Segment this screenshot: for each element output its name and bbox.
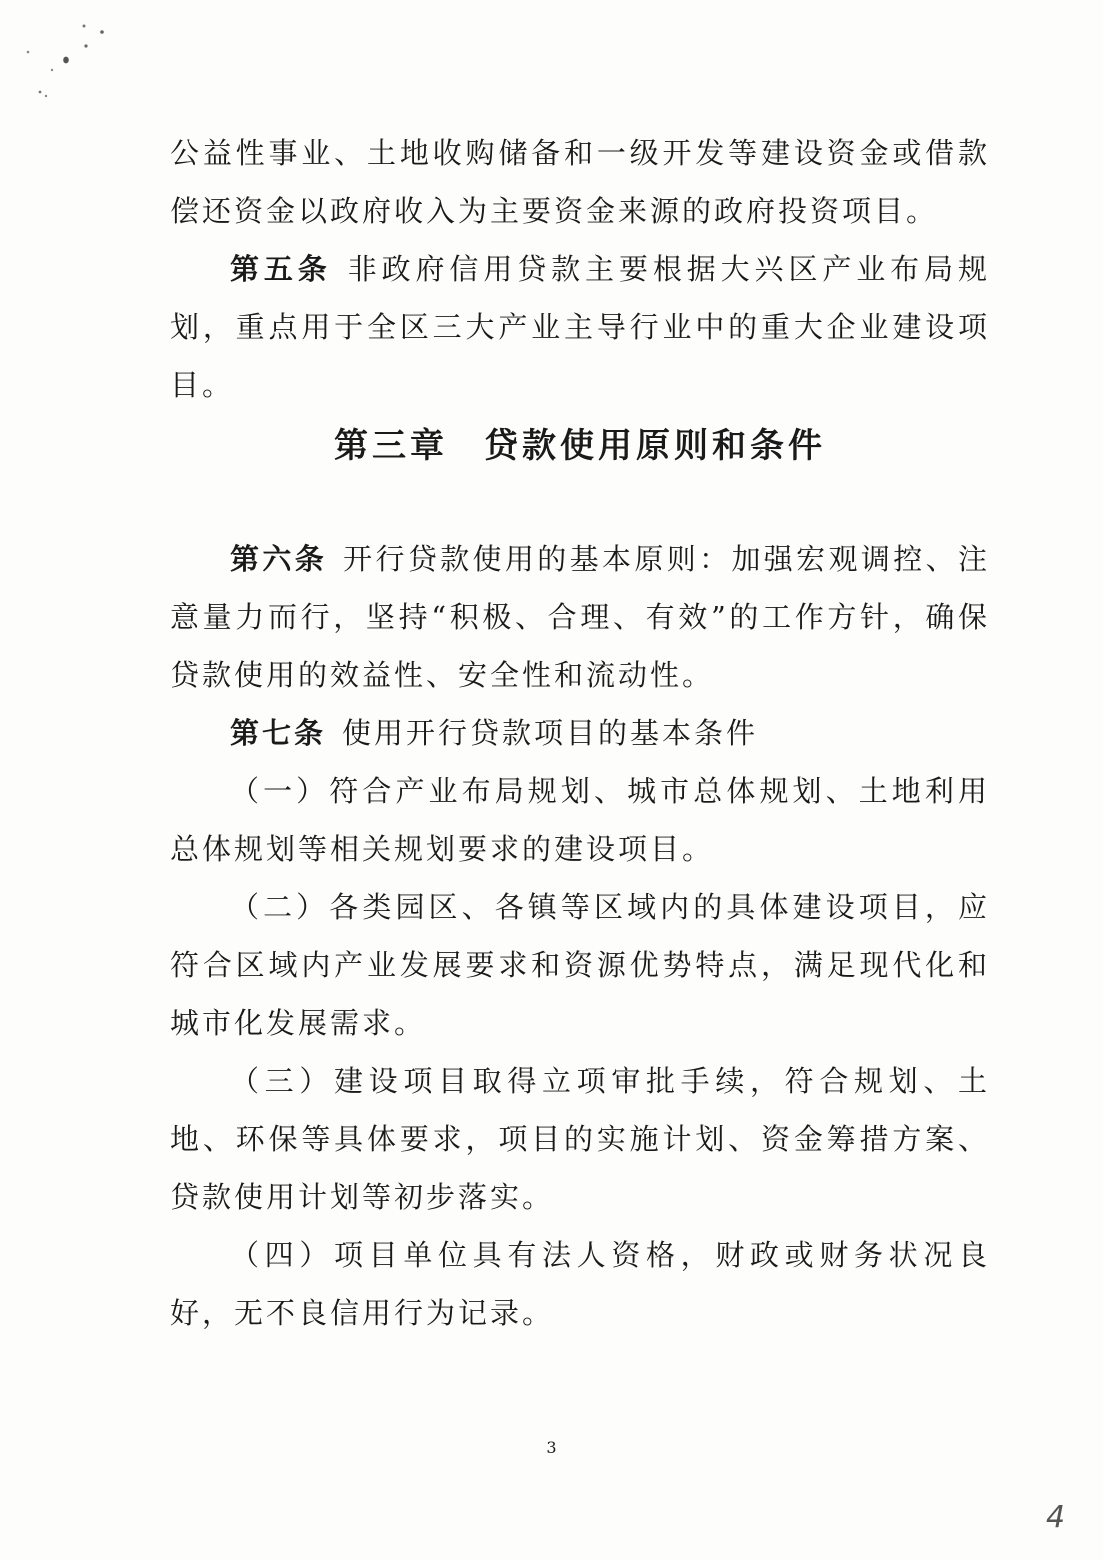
article-5 — [170, 240, 990, 414]
bottom-paragraphs — [170, 530, 990, 1342]
condition-item-2 — [170, 878, 990, 1052]
chapter-title: 贷款使用原则和条件 — [484, 426, 826, 466]
condition-item-3 — [170, 1052, 990, 1226]
article-label: 第五条 — [230, 252, 332, 286]
page-number: 3 — [546, 1438, 557, 1457]
article-label: 第七条 — [230, 716, 327, 750]
paragraph-text: （四）项目单位具有法人资格，财政或财务状况良好，无不良信用行为记录。 — [170, 1238, 990, 1330]
condition-item-1 — [170, 762, 990, 878]
chapter-number: 第三章 — [334, 426, 448, 466]
article-7 — [170, 704, 990, 762]
handwritten-page-mark: 4 — [1046, 1500, 1066, 1535]
scan-specks-icon — [20, 18, 120, 108]
paragraph-continuation — [170, 124, 990, 240]
article-label: 第六条 — [230, 542, 328, 576]
paragraph-text: 公益性事业、土地收购储备和一级开发等建设资金或借款偿还资金以政府收入为主要资金来源的政府投资项目。 — [170, 136, 990, 228]
top-paragraphs — [170, 124, 990, 414]
paragraph-text: （三）建设项目取得立项审批手续，符合规划、土地、环保等具体要求，项目的实施计划、资金筹措方案、贷款使用计划等初步落实。 — [170, 1064, 990, 1214]
paragraph-text: （二）各类园区、各镇等区域内的具体建设项目，应符合区域内产业发展要求和资源优势特点，满足现代化和城市化发展需求。 — [170, 890, 990, 1040]
condition-item-4 — [170, 1226, 990, 1342]
paragraph-text: 开行贷款使用的基本原则：加强宏观调控、注意量力而行，坚持“积极、合理、有效”的工作方针，确保贷款使用的效益性、安全性和流动性。 — [170, 542, 990, 692]
paragraph-text: 使用开行贷款项目的基本条件 — [342, 716, 759, 750]
paragraph-text: （一）符合产业布局规划、城市总体规划、土地利用总体规划等相关规划要求的建设项目。 — [170, 774, 990, 866]
paragraph-text: 非政府信用贷款主要根据大兴区产业布局规划，重点用于全区三大产业主导行业中的重大企业建设项目。 — [170, 252, 990, 402]
article-6 — [170, 530, 990, 704]
chapter-heading — [170, 418, 990, 467]
